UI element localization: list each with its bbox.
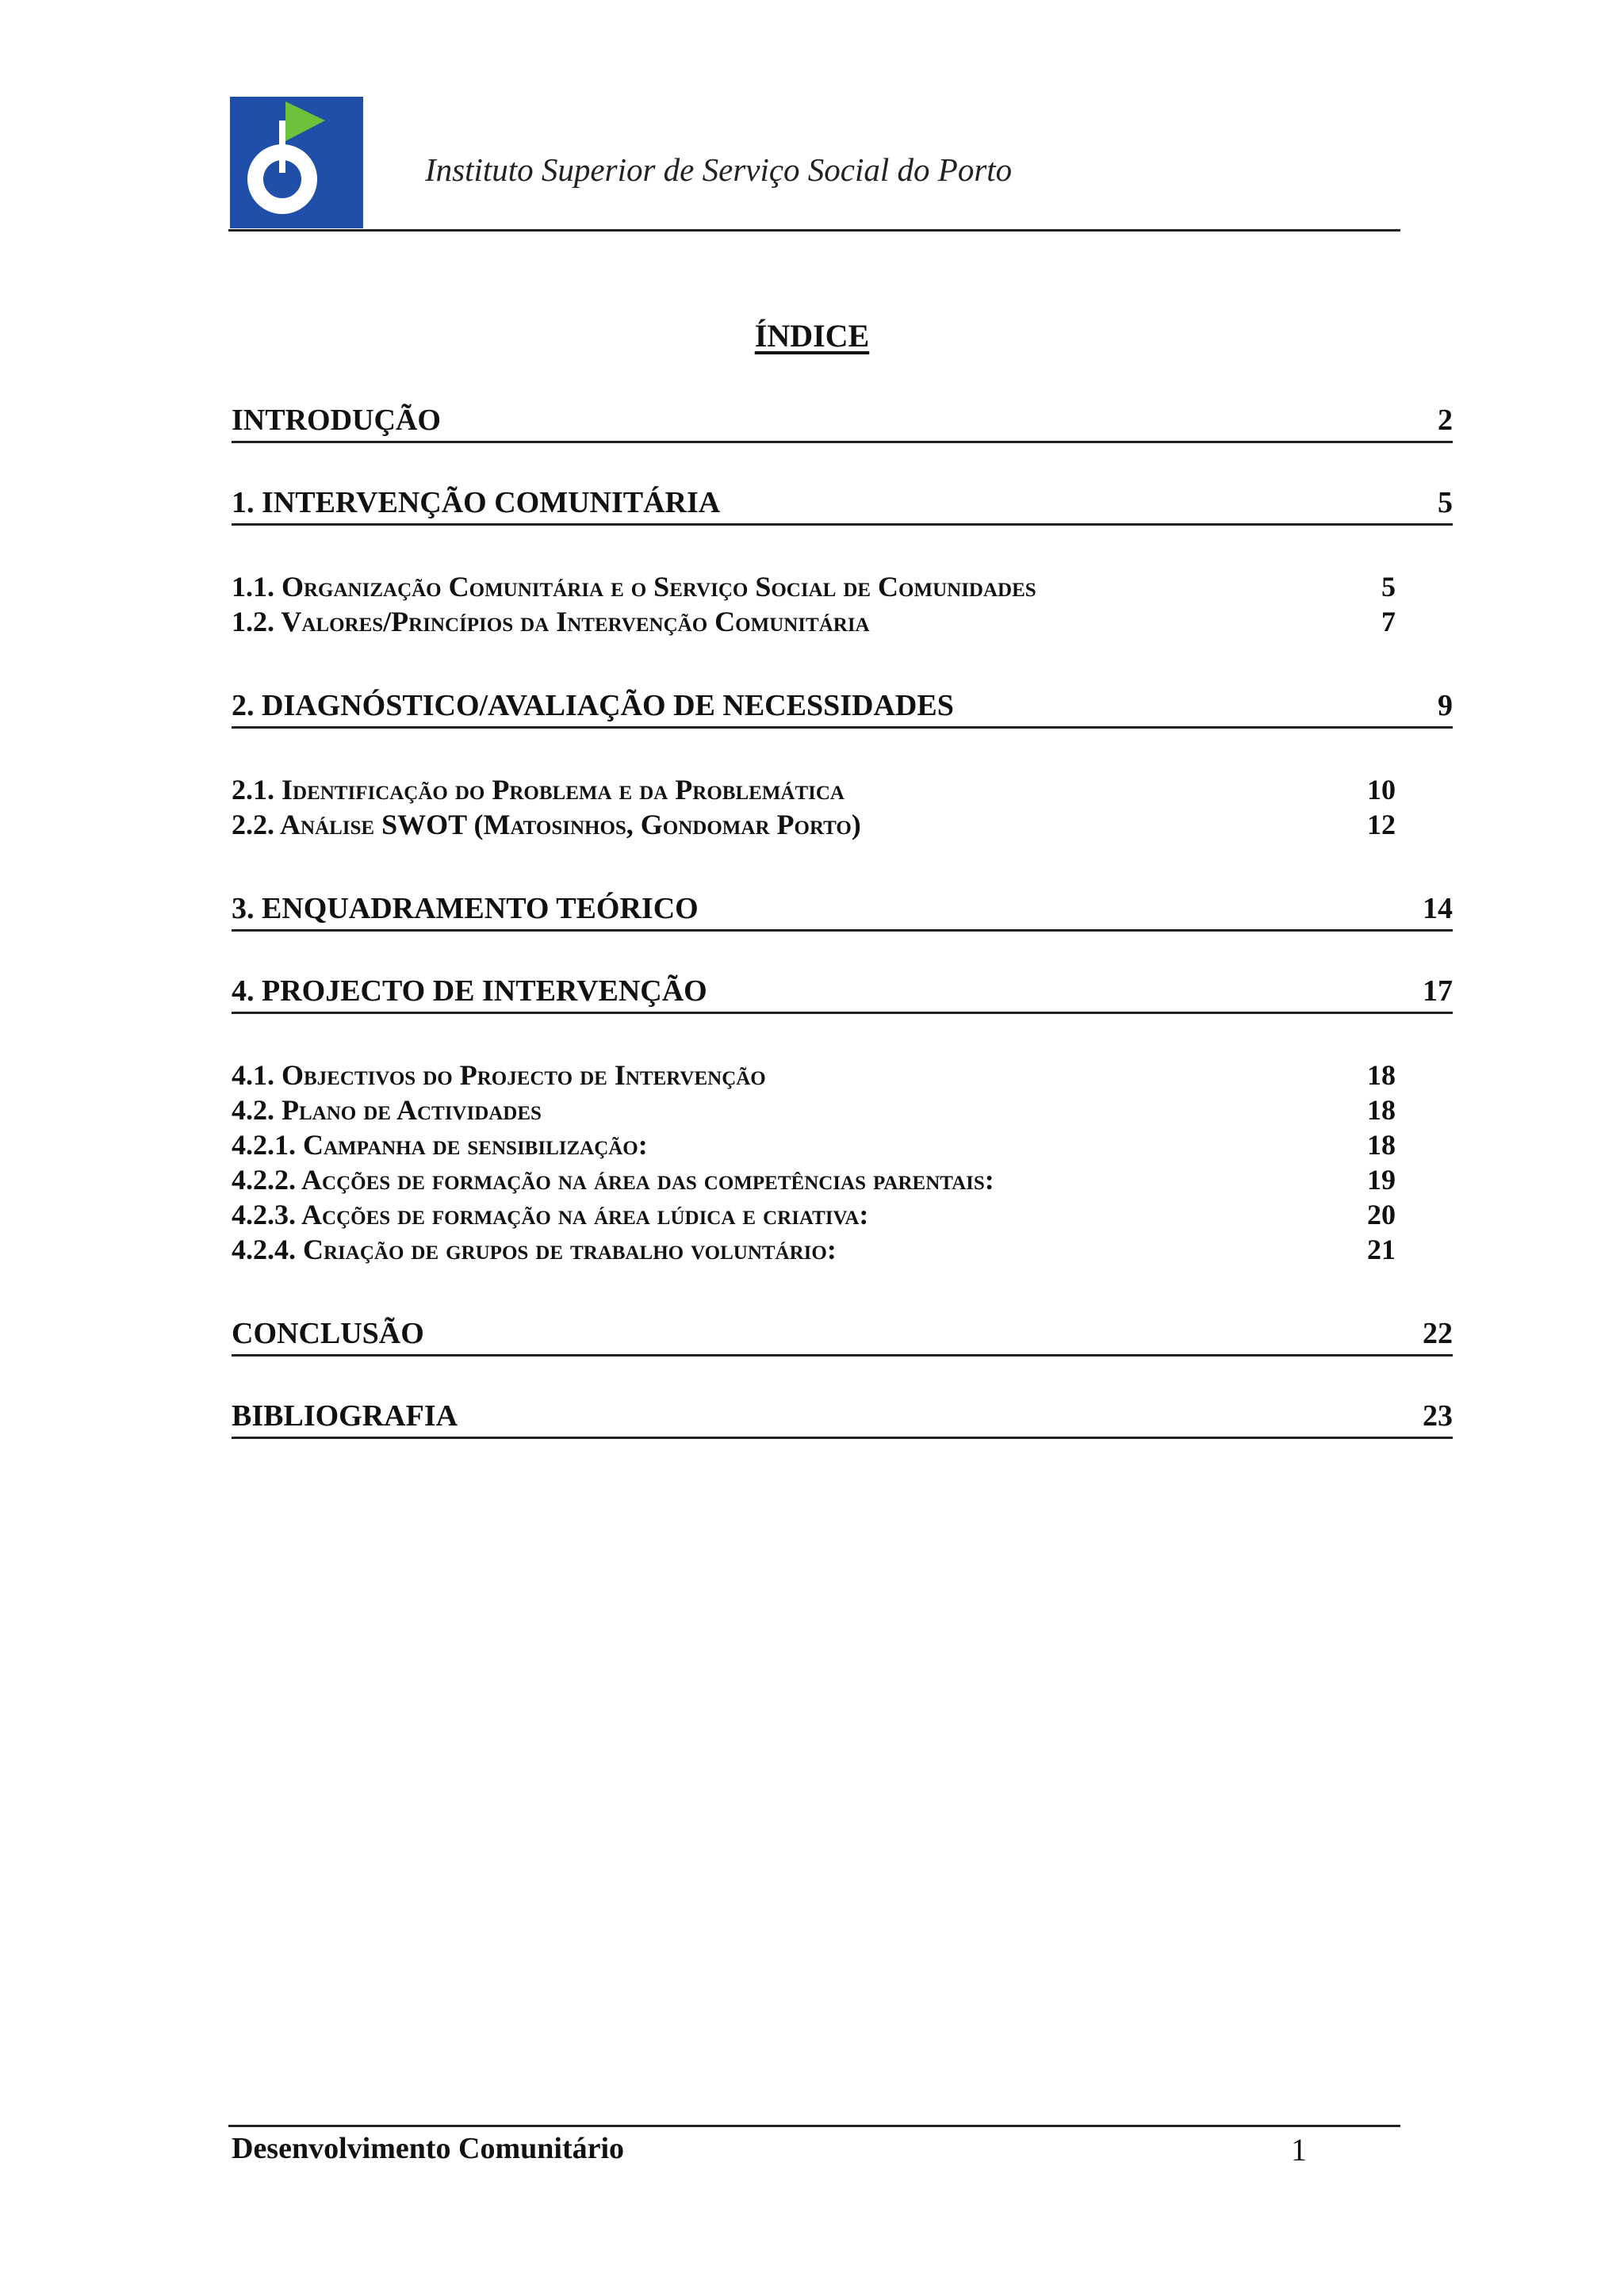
toc-entry-title: 4.2.4. Criação de grupos de trabalho voluntário: [232,1234,837,1265]
toc-entry-grupos-voluntario[interactable] [232,1232,1396,1267]
toc-entry-title: BIBLIOGRAFIA [232,1399,458,1433]
page-number: 1 [1291,2132,1307,2168]
toc-entry-diagnostico[interactable] [232,685,1453,729]
toc-entry-title: 1. INTERVENÇÃO COMUNITÁRIA [232,486,721,519]
toc-entry-title: 4. PROJECTO DE INTERVENÇÃO [232,974,707,1008]
toc-entry-objectivos[interactable] [232,1058,1396,1093]
toc-entry-title: INTRODUÇÃO [232,404,441,437]
toc-entry-page: 7 [1381,606,1396,637]
toc-entry-page: 2 [1438,404,1453,437]
toc-entry-page: 23 [1423,1399,1453,1433]
toc-entry-conclusao[interactable] [232,1313,1453,1357]
toc-entry-page: 22 [1423,1317,1453,1350]
toc-entry-page: 5 [1438,486,1453,519]
toc-entry-page: 5 [1381,571,1396,603]
toc-title: ÍNDICE [754,318,870,354]
toc-entry-title: 4.2.1. Campanha de sensibilização: [232,1129,648,1161]
toc-entry-title: 2. DIAGNÓSTICO/AVALIAÇÃO DE NECESSIDADES [232,689,954,722]
toc-entry-page: 17 [1423,974,1453,1008]
toc-entry-identificacao-problema[interactable] [232,772,1396,807]
toc-entry-title: 2.1. Identificação do Problema e da Problemática [232,774,845,806]
toc-entry-campanha-sensibilizacao[interactable] [232,1127,1396,1162]
toc-entry-title: 4.2.3. Acções de formação na área lúdica e criativa: [232,1199,869,1230]
toc-entry-introducao[interactable] [232,400,1453,443]
toc-entry-page: 14 [1423,892,1453,925]
toc-entry-page: 21 [1367,1234,1396,1265]
toc-entry-plano-actividades[interactable] [232,1093,1396,1127]
toc-entry-title: 4.1. Objectivos do Projecto de Intervenção [232,1059,766,1091]
toc-entry-title: 4.2. Plano de Actividades [232,1094,542,1126]
header-divider [228,229,1400,232]
toc-entry-page: 18 [1367,1129,1396,1161]
toc-entry-organizacao-comunitaria[interactable] [232,569,1396,604]
toc-entry-page: 12 [1367,809,1396,840]
isssp-logo-icon [230,97,363,228]
footer-title: Desenvolvimento Comunitário [232,2132,625,2165]
toc-entry-valores-principios[interactable] [232,604,1396,639]
toc-entry-page: 18 [1367,1059,1396,1091]
toc-entry-title: 4.2.2. Acções de formação na área das competências parentais: [232,1164,994,1196]
footer-divider [228,2125,1400,2127]
toc-entry-page: 10 [1367,774,1396,806]
toc-entry-title: 2.2. Análise SWOT (Matosinhos, Gondomar Porto) [232,809,861,840]
toc-entry-page: 20 [1367,1199,1396,1230]
toc-entry-analise-swot[interactable] [232,807,1396,842]
toc-entry-competencias-parentais[interactable] [232,1162,1396,1197]
toc-entry-enquadramento-teorico[interactable] [232,888,1453,932]
toc-entry-page: 9 [1438,689,1453,722]
toc-entry-area-ludica[interactable] [232,1197,1396,1232]
toc-entry-page: 19 [1367,1164,1396,1196]
institute-name: Instituto Superior de Serviço Social do Porto [425,151,1013,188]
toc-entry-title: 1.2. Valores/Princípios da Intervenção Comunitária [232,606,870,637]
toc-entry-intervencao-comunitaria[interactable] [232,482,1453,526]
toc-entry-page: 18 [1367,1094,1396,1126]
toc-entry-title: 1.1. Organização Comunitária e o Serviço Social de Comunidades [232,571,1036,603]
toc-entry-projecto-intervencao[interactable] [232,970,1453,1014]
toc-entry-bibliografia[interactable] [232,1395,1453,1439]
toc-entry-title: CONCLUSÃO [232,1317,424,1350]
toc-entry-title: 3. ENQUADRAMENTO TEÓRICO [232,892,699,925]
